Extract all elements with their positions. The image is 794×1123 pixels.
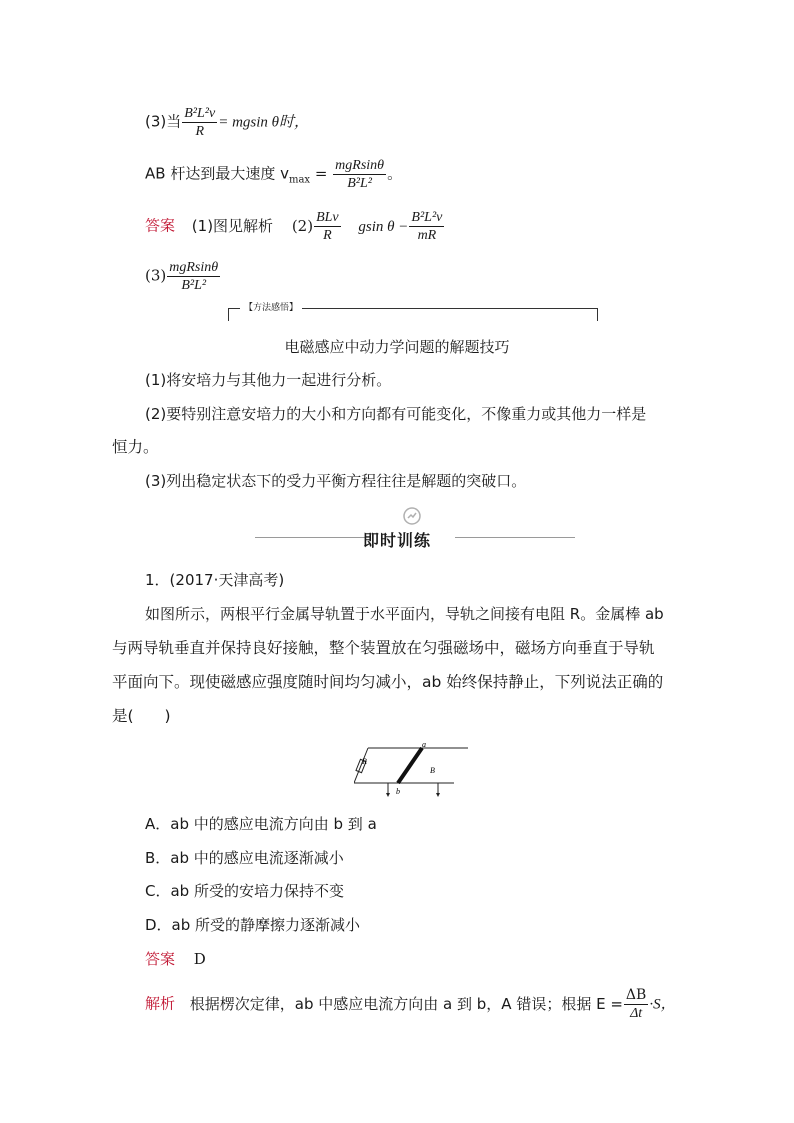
question-line1: 如图所示，两根平行金属导轨置于水平面内，导轨之间接有电阻 R。金属棒 ab <box>145 605 664 623</box>
answer1-item2-den: R <box>323 228 332 243</box>
answer2-line <box>145 949 206 969</box>
option-a: A．ab 中的感应电流方向由 b 到 a <box>145 815 377 833</box>
method-tag: 【方法感悟】 <box>240 301 302 315</box>
vmax-prefix: AB 杆达到最大速度 v <box>145 164 289 183</box>
vmax-fraction <box>333 157 386 192</box>
method-title: 电磁感应中动力学问题的解题技巧 <box>284 338 510 356</box>
analysis-frac-den: Δt <box>630 1006 643 1021</box>
vmax-line <box>145 157 402 192</box>
answer1-item2-den2: mR <box>417 228 437 243</box>
figure-label-R: R <box>362 757 367 766</box>
analysis-fraction <box>624 987 648 1022</box>
vmax-frac-num: mgRsinθ <box>335 158 385 173</box>
analysis-frac-num: ΔB <box>625 987 647 1003</box>
method-p1: (1)将安培力与其他力一起进行分析。 <box>145 371 392 389</box>
question-line3: 平面向下。现使磁感应强度随时间均匀减小，ab 始终保持静止，下列说法正确的 <box>112 673 664 691</box>
question-number: 1．(2017·天津高考) <box>145 571 285 589</box>
answer1-item3-den: B²L² <box>181 278 207 293</box>
answer1-item2-mid: gsin θ − <box>358 218 409 235</box>
answer1-item2-num2: B²L²v <box>411 210 443 225</box>
part3-fraction <box>182 105 217 140</box>
part3-frac-num: B²L²v <box>184 106 216 121</box>
analysis-label: 解析 <box>145 994 176 1013</box>
vmax-eq: = <box>310 164 333 183</box>
answer2-label: 答案 <box>145 950 176 968</box>
answer1-label: 答案 <box>145 216 176 235</box>
question-line2: 与两导轨垂直并保持良好接触，整个装置放在匀强磁场中，磁场方向垂直于导轨 <box>112 639 655 657</box>
option-c: C．ab 所受的安培力保持不变 <box>145 882 344 900</box>
part3-rhs: = mgsin θ时， <box>218 114 310 131</box>
option-d: D．ab 所受的静摩擦力逐渐减小 <box>145 916 361 934</box>
vmax-sub: max <box>288 174 311 186</box>
answer1-item1: (1)图见解析 <box>191 216 274 235</box>
analysis-text: 根据楞次定律，ab 中感应电流方向由 a 到 b，A 错误；根据 E = <box>189 994 623 1013</box>
answer1-item3-fraction <box>167 259 220 294</box>
part3-line <box>145 105 309 140</box>
answer1-item2-prefix: (2) <box>291 216 314 235</box>
answer1-item2-num: BLv <box>316 210 339 225</box>
part3-frac-den: R <box>195 124 204 139</box>
option-b: B．ab 中的感应电流逐渐减小 <box>145 849 344 867</box>
analysis-suffix: ·S， <box>649 996 676 1013</box>
vmax-frac-den: B²L² <box>347 176 372 191</box>
section-title: 即时训练 <box>362 531 431 550</box>
figure-label-a: a <box>422 740 426 749</box>
answer1-line <box>145 209 445 244</box>
answer1-item3-line <box>145 259 221 294</box>
answer2-value: D <box>193 950 206 968</box>
method-p2b: 恒力。 <box>112 438 159 456</box>
answer1-item2-fraction <box>314 209 341 244</box>
method-p3: (3)列出稳定状态下的受力平衡方程往往是解题的突破口。 <box>145 472 527 490</box>
figure-label-B: B <box>430 766 435 775</box>
answer1-item3-num: mgRsinθ <box>169 260 219 275</box>
section-badge-icon <box>402 506 422 526</box>
vmax-suffix: 。 <box>387 164 403 183</box>
circuit-figure <box>354 738 474 798</box>
method-p2a: (2)要特别注意安培力的大小和方向都有可能变化，不像重力或其他力一样是 <box>145 405 647 423</box>
analysis-line <box>145 987 676 1022</box>
part3-prefix: (3)当 <box>145 112 182 131</box>
answer1-item3-prefix: (3) <box>145 266 167 285</box>
figure-label-b: b <box>396 787 400 796</box>
question-line4: 是( ) <box>112 707 171 725</box>
answer1-item2-fraction2 <box>409 209 444 244</box>
